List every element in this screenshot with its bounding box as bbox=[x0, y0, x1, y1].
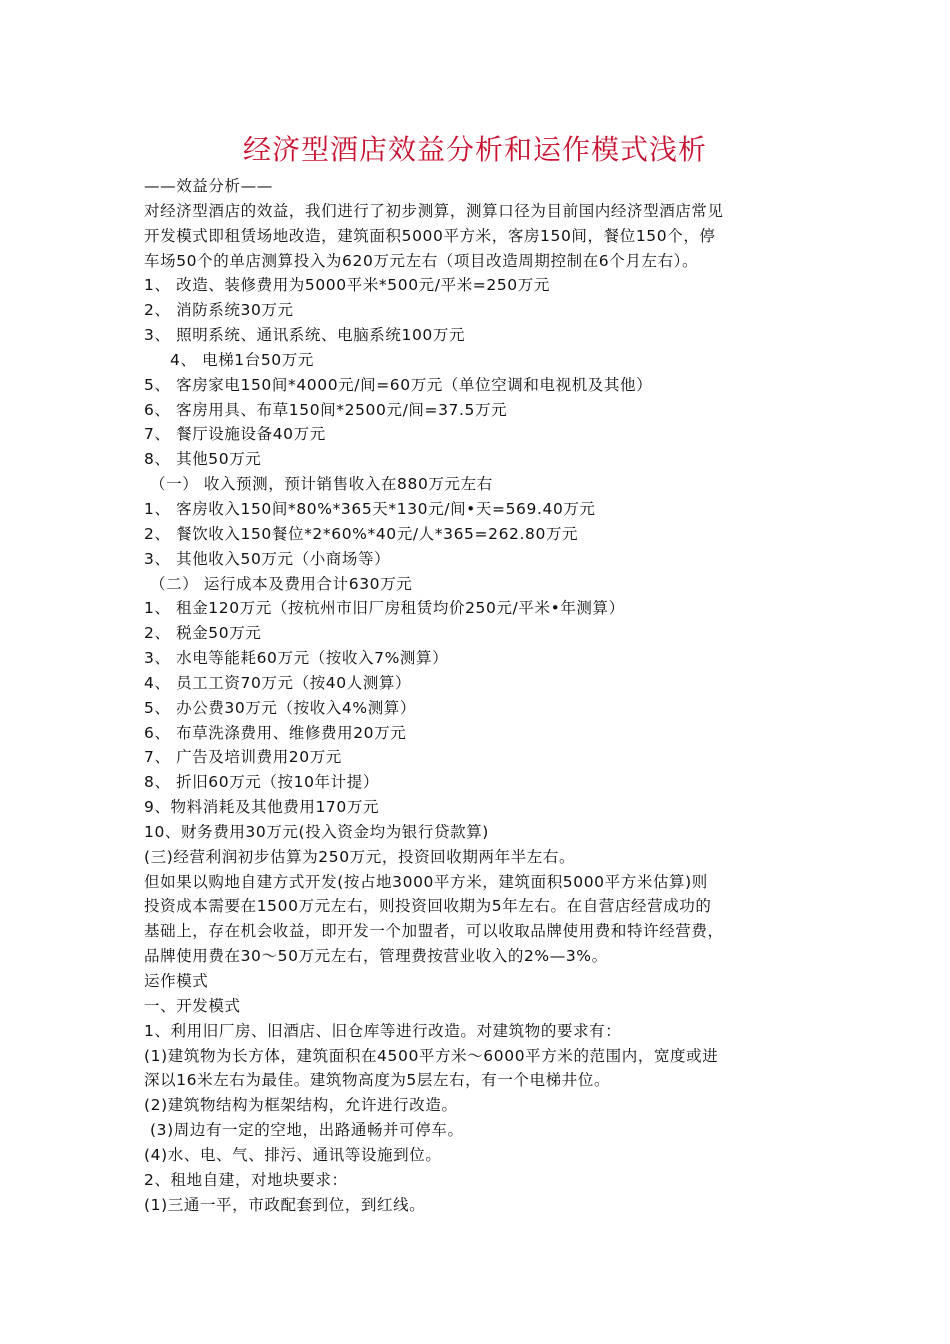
subsection-heading: 一、开发模式 bbox=[144, 996, 241, 1015]
paragraph-line: (3)周边有一定的空地，出路通畅并可停车。 bbox=[150, 1121, 464, 1140]
paragraph-line: (1)三通一平，市政配套到位，到红线。 bbox=[144, 1195, 426, 1214]
list-item: 8、 折旧60万元（按10年计提） bbox=[144, 773, 379, 792]
paragraph-line: 但如果以购地自建方式开发(按占地3000平方米，建筑面积5000平方米估算)则 bbox=[144, 872, 708, 891]
paragraph-line: 开发模式即租赁场地改造，建筑面积5000平方米，客房150间，餐位150个，停 bbox=[144, 226, 716, 245]
paragraph-line: (三)经营利润初步估算为250万元，投资回收期两年半左右。 bbox=[144, 847, 576, 866]
list-item: 2、 税金50万元 bbox=[144, 624, 262, 643]
list-item: 3、 水电等能耗60万元（按收入7%测算） bbox=[144, 649, 449, 668]
list-item: 3、 照明系统、通讯系统、电脑系统100万元 bbox=[144, 326, 466, 345]
subsection-heading: （一） 收入预测，预计销售收入在880万元左右 bbox=[150, 475, 493, 494]
paragraph-line: (2)建筑物结构为框架结构，允许进行改造。 bbox=[144, 1096, 458, 1115]
list-item: 1、 改造、装修费用为5000平米*500元/平米=250万元 bbox=[144, 276, 550, 295]
paragraph-line: 深以16米左右为最佳。建筑物高度为5层左右，有一个电梯井位。 bbox=[144, 1071, 611, 1090]
document-body bbox=[144, 174, 812, 1217]
paragraph-line: 基础上，存在机会收益，即开发一个加盟者，可以收取品牌使用费和特许经营费， bbox=[144, 922, 724, 941]
section-heading-operation: 运作模式 bbox=[144, 972, 209, 990]
list-item: 10、财务费用30万元(投入资金均为银行贷款算) bbox=[144, 822, 489, 841]
paragraph-line: 投资成本需要在1500万元左右，则投资回收期为5年左右。在自营店经营成功的 bbox=[144, 897, 712, 916]
list-item: 2、 餐饮收入150餐位*2*60%*40元/人*365=262.80万元 bbox=[144, 524, 579, 543]
paragraph-line: 品牌使用费在30～50万元左右，管理费按营业收入的2%—3%。 bbox=[144, 947, 608, 966]
list-item: 7、 广告及培训费用20万元 bbox=[144, 748, 342, 767]
list-item: 6、 客房用具、布草150间*2500元/间=37.5万元 bbox=[144, 400, 508, 419]
list-item: 5、 办公费30万元（按收入4%测算） bbox=[144, 698, 417, 717]
list-item: 5、 客房家电150间*4000元/间=60万元（单位空调和电视机及其他） bbox=[144, 375, 653, 394]
list-item: 8、 其他50万元 bbox=[144, 450, 262, 469]
list-item: 4、 员工工资70万元（按40人测算） bbox=[144, 673, 412, 692]
paragraph-line: 车场50个的单店测算投入为620万元左右（项目改造周期控制在6个月左右）。 bbox=[144, 251, 699, 270]
list-item: 9、物料消耗及其他费用170万元 bbox=[144, 798, 380, 817]
paragraph-line: 1、利用旧厂房、旧酒店、旧仓库等进行改造。对建筑物的要求有： bbox=[144, 1021, 622, 1040]
list-item: 1、 租金120万元（按杭州市旧厂房租赁均价250元/平米•年测算） bbox=[144, 599, 625, 618]
list-item: 2、 消防系统30万元 bbox=[144, 301, 294, 320]
list-item: 3、 其他收入50万元（小商场等） bbox=[144, 549, 391, 568]
subsection-heading: （二） 运行成本及费用合计630万元 bbox=[150, 574, 413, 593]
paragraph-line: 2、租地自建，对地块要求： bbox=[144, 1170, 348, 1189]
paragraph-line: 对经济型酒店的效益，我们进行了初步测算，测算口径为目前国内经济型酒店常见 bbox=[144, 201, 724, 220]
list-item: 4、 电梯1台50万元 bbox=[170, 350, 314, 369]
list-item: 6、 布草洗涤费用、维修费用20万元 bbox=[144, 723, 407, 742]
section-heading-benefit: ——效益分析—— bbox=[144, 177, 273, 195]
paragraph-line: (1)建筑物为长方体，建筑面积在4500平方米～6000平方米的范围内，宽度或进 bbox=[144, 1046, 719, 1065]
list-item: 7、 餐厅设施设备40万元 bbox=[144, 425, 326, 444]
list-item: 1、 客房收入150间*80%*365天*130元/间•天=569.40万元 bbox=[144, 499, 596, 518]
document-title: 经济型酒店效益分析和运作模式浅析 bbox=[242, 133, 707, 166]
paragraph-line: (4)水、电、气、排污、通讯等设施到位。 bbox=[144, 1145, 442, 1164]
